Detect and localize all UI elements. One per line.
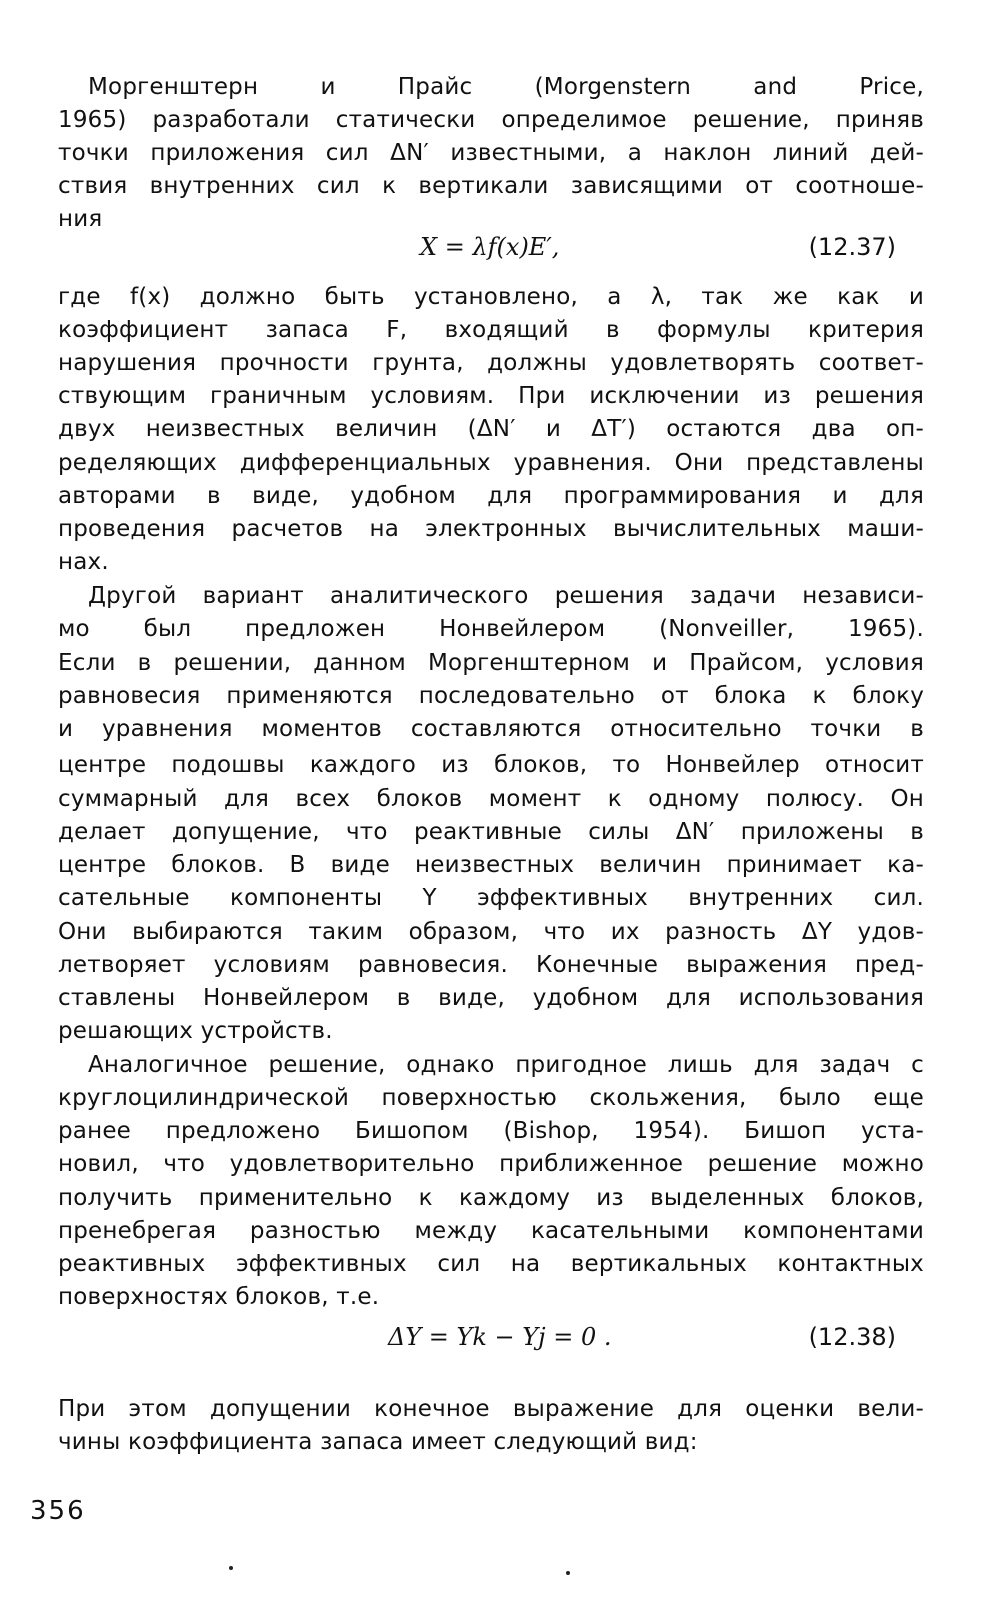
text-line: ния	[58, 206, 103, 232]
text-line: чины коэффициента запаса имеет следующий вид:	[58, 1429, 698, 1455]
text-line: и уравнения моментов составляются относительно точки в	[58, 716, 924, 742]
text-line: Если в решении, данном Моргенштерном и Прайсом, условия	[58, 650, 924, 676]
text-line: круглоцилиндрической поверхностью скольжения, было еще	[58, 1085, 924, 1111]
text-line: центре подошвы каждого из блоков, то Нонвейлер относит	[58, 752, 924, 778]
text-line: поверхностях блоков, т.е.	[58, 1284, 380, 1310]
text-line: ставлены Нонвейлером в виде, удобном для использования	[58, 985, 924, 1011]
text-line: 1965) разработали статически определимое решение, приняв	[58, 107, 924, 133]
text-line: нах.	[58, 549, 109, 575]
text-line: Аналогичное решение, однако пригодное лишь для задач с	[88, 1052, 924, 1078]
text-line: ределяющих дифференциальных уравнения. Они представлены	[58, 450, 924, 476]
scan-speck	[229, 1566, 233, 1570]
text-line: новил, что удовлетворительно приближенное решение можно	[58, 1151, 924, 1177]
formula-expression: X = λf(x)E′,	[420, 233, 560, 261]
text-line: авторами в виде, удобном для программирования и для	[58, 483, 924, 509]
text-line: делает допущение, что реактивные силы ΔN′ приложены в	[58, 819, 924, 845]
page-number: 356	[30, 1496, 86, 1526]
equation-12-37	[58, 229, 924, 265]
text-line: точки приложения сил ΔN′ известными, а наклон линий дей-	[58, 140, 924, 166]
equation-number: (12.38)	[808, 1323, 896, 1351]
text-line: получить применительно к каждому из выделенных блоков,	[58, 1185, 924, 1211]
text-line: двух неизвестных величин (ΔN′ и ΔT′) остаются два оп-	[58, 416, 924, 442]
text-line: сательные компоненты Y эффективных внутренних сил.	[58, 885, 924, 911]
text-line: летворяет условиям равновесия. Конечные выражения пред-	[58, 952, 924, 978]
text-line: нарушения прочности грунта, должны удовлетворять соответ-	[58, 350, 924, 376]
text-line: центре блоков. В виде неизвестных величин принимает ка-	[58, 852, 924, 878]
text-line: суммарный для всех блоков момент к одному полюсу. Он	[58, 786, 924, 812]
text-line: где f(x) должно быть установлено, а λ, так же как и	[58, 284, 924, 310]
text-line: ствующим граничным условиям. При исключении из решения	[58, 383, 924, 409]
text-line: мо был предложен Нонвейлером (Nonveiller, 1965).	[58, 616, 924, 642]
text-line: Они выбираются таким образом, что их разность ΔY удов-	[58, 919, 924, 945]
text-line: Моргенштерн и Прайс (Morgenstern and Price,	[88, 74, 924, 100]
text-line: коэффициент запаса F, входящий в формулы критерия	[58, 317, 924, 343]
text-line: решающих устройств.	[58, 1018, 333, 1044]
text-line: При этом допущении конечное выражение для оценки вели-	[58, 1396, 924, 1422]
text-line: Другой вариант аналитического решения задачи независи-	[88, 583, 924, 609]
formula-expression: ΔY = Yk − Yj = 0 .	[388, 1323, 612, 1351]
scan-speck	[566, 1571, 570, 1575]
text-line: проведения расчетов на электронных вычислительных маши-	[58, 516, 924, 542]
equation-12-38	[58, 1319, 924, 1355]
text-line: пренебрегая разностью между касательными компонентами	[58, 1218, 924, 1244]
text-line: равновесия применяются последовательно от блока к блоку	[58, 683, 924, 709]
text-line: реактивных эффективных сил на вертикальных контактных	[58, 1251, 924, 1277]
text-line: ранее предложено Бишопом (Bishop, 1954). Бишоп уста-	[58, 1118, 924, 1144]
equation-number: (12.37)	[808, 233, 896, 261]
text-line: ствия внутренних сил к вертикали зависящими от соотноше-	[58, 173, 924, 199]
